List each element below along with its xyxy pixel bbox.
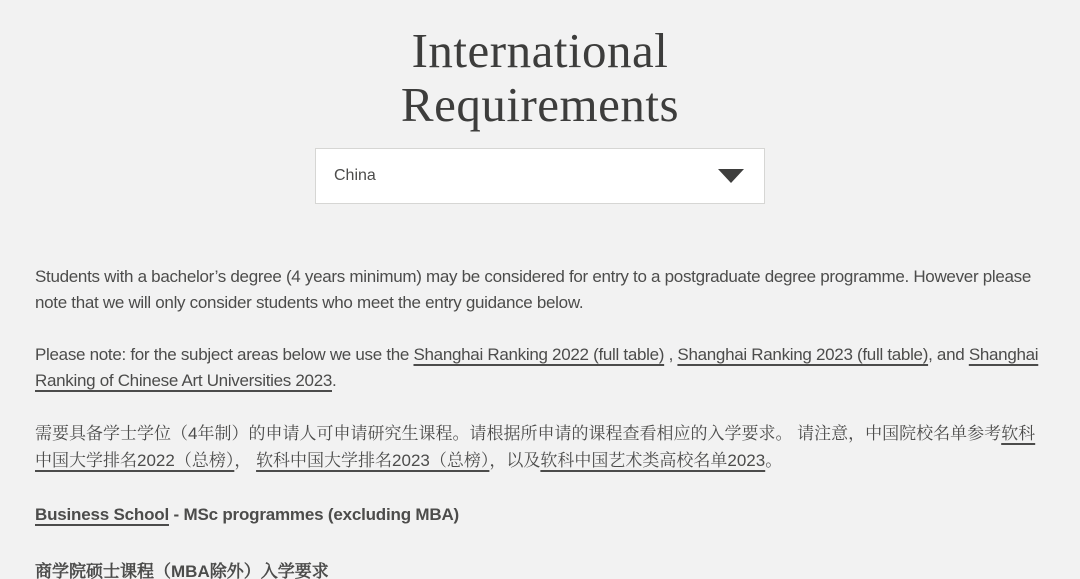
paragraph-intro-en	[35, 264, 1045, 316]
paragraph-intro-zh	[35, 420, 1045, 474]
page-title-line-1: International	[411, 23, 669, 78]
text-segment: Students with a bachelor’s degree (4 years minimum) may be considered for entry to a postgraduate degree programme. However please note that we will only consider students who meet the entry guidance below.	[35, 267, 1032, 312]
country-dropdown[interactable]	[315, 148, 765, 204]
page-title-line-2: Requirements	[400, 77, 680, 132]
chevron-down-icon	[718, 169, 744, 183]
text-segment: Please note: for the subject areas below we use the	[35, 345, 414, 364]
text-segment: 需要具备学士学位（4年制）的申请人可申请研究生课程。请根据所申请的课程查看相应的入学要求。 请注意，中国院校名单参考	[35, 424, 1002, 443]
text-segment: , and	[928, 345, 969, 364]
text-segment: 。	[765, 451, 783, 470]
text-segment: ,	[664, 345, 678, 364]
text-segment: - MSc programmes (excluding MBA)	[168, 505, 459, 524]
country-dropdown-selected-value: China	[334, 167, 376, 184]
paragraph-rankings-en	[35, 342, 1045, 394]
inline-link[interactable]: Business School	[35, 505, 169, 524]
text-segment: ，	[234, 451, 257, 470]
section-heading-business-school-zh: 商学院硕士课程（MBA除外）入学要求	[35, 562, 329, 579]
content-area	[35, 264, 1045, 579]
text-segment: .	[332, 371, 337, 390]
page-title	[35, 24, 1045, 132]
text-segment: ，以及	[489, 451, 541, 470]
inline-link[interactable]: Shanghai Ranking 2023 (full table)	[677, 345, 929, 364]
inline-link[interactable]: Shanghai Ranking 2022 (full table)	[413, 345, 665, 364]
inline-link[interactable]: 软科中国艺术类高校名单2023	[540, 451, 766, 470]
inline-link[interactable]: 软科中国大学排名2022（总榜）	[35, 424, 1036, 470]
inline-link[interactable]: Shanghai Ranking of Chinese Art Universities 2023	[35, 345, 1039, 390]
international-requirements-page	[0, 24, 1080, 579]
inline-link[interactable]: 软科中国大学排名2023（总榜）	[256, 451, 490, 470]
section-heading-business-school	[35, 502, 1045, 528]
